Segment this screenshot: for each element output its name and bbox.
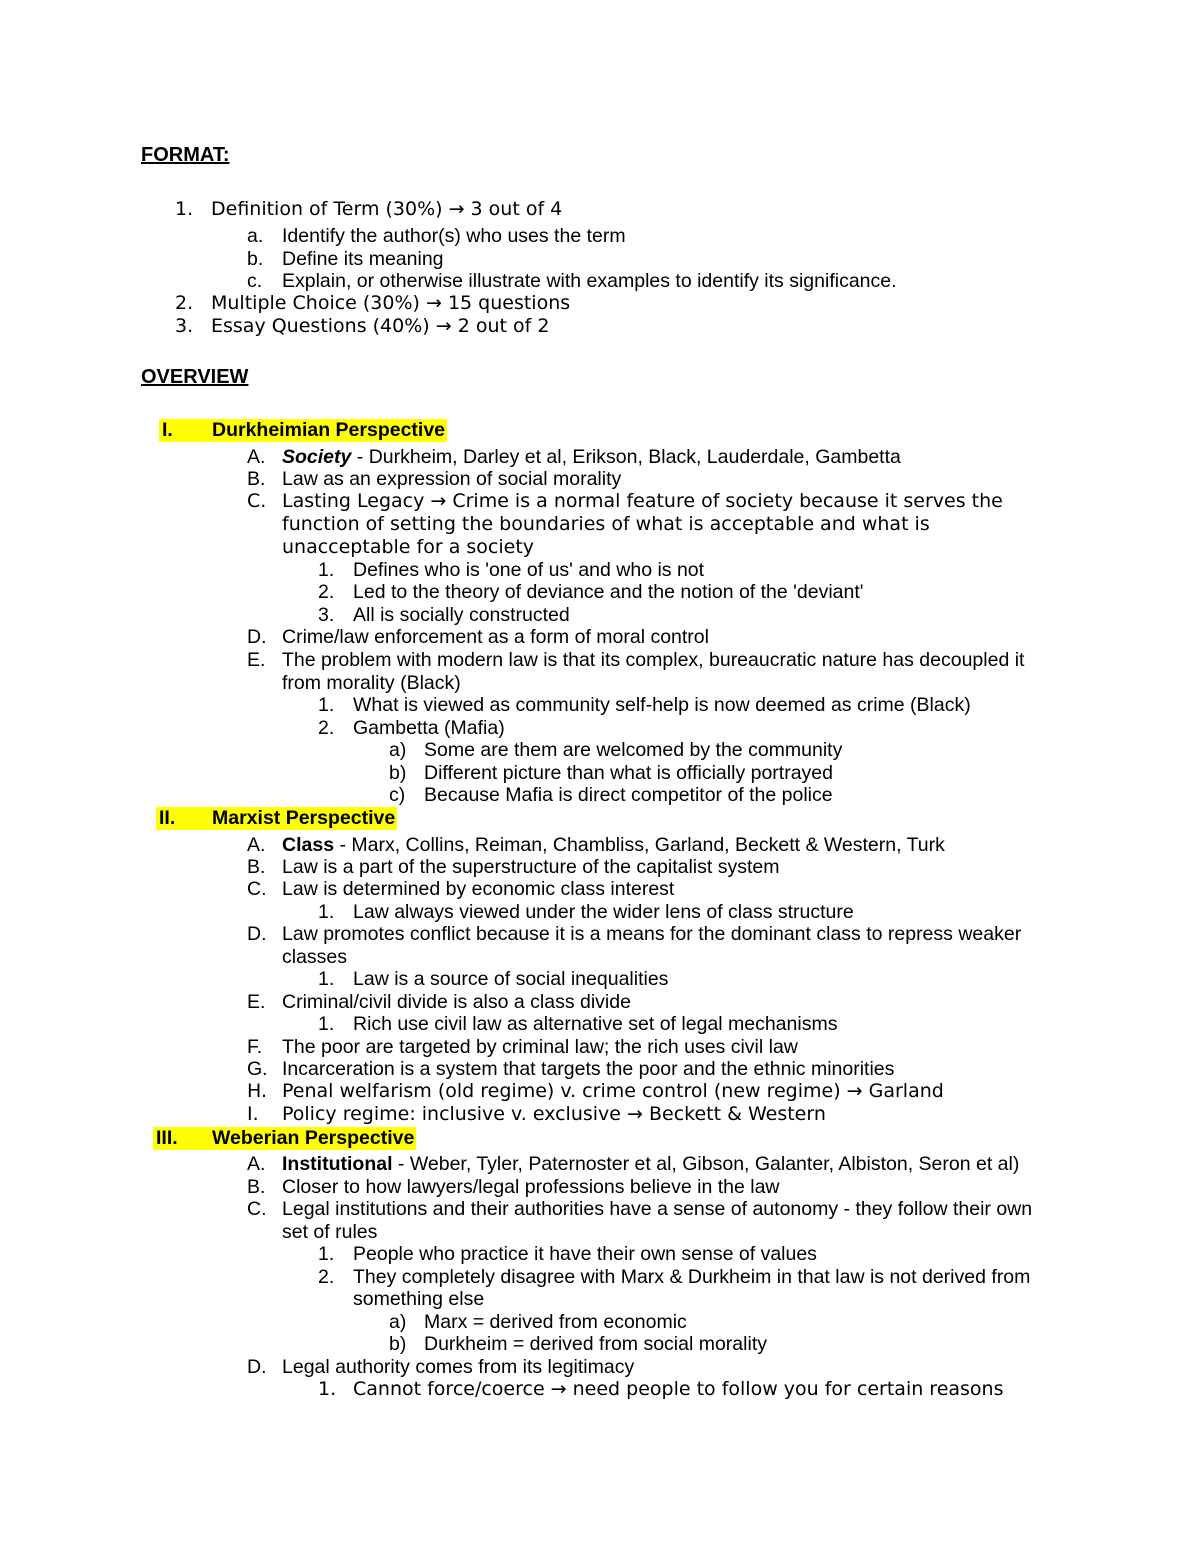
- list-text: Definition of Term (30%) → 3 out of 4: [211, 198, 563, 220]
- list-marker: a.: [247, 225, 264, 247]
- list-marker: D.: [247, 626, 267, 648]
- list-text: Led to the theory of deviance and the notion of the 'deviant': [353, 581, 864, 603]
- list-text: unacceptable for a society: [282, 536, 535, 558]
- list-marker: b): [389, 1333, 407, 1355]
- term-authors: - Durkheim, Darley et al, Erikson, Black, Lauderdale, Gambetta: [351, 446, 901, 468]
- section-title: Marxist Perspective: [212, 807, 396, 829]
- list-text: Defines who is 'one of us' and who is not: [353, 559, 705, 581]
- list-text: Law as an expression of social morality: [282, 468, 622, 490]
- section-numeral: I.: [159, 419, 212, 442]
- list-marker: b): [389, 762, 407, 784]
- list-text: People who practice it have their own sense of values: [353, 1243, 817, 1265]
- list-text: Because Mafia is direct competitor of the police: [424, 784, 833, 806]
- list-text: Gambetta (Mafia): [353, 717, 505, 739]
- list-marker: 2.: [175, 292, 194, 314]
- list-text: Law always viewed under the wider lens of class structure: [353, 901, 854, 923]
- list-text: [282, 1153, 1019, 1176]
- list-marker: 1.: [318, 1013, 335, 1035]
- list-text: Marx = derived from economic: [424, 1311, 687, 1333]
- list-text: set of rules: [282, 1221, 378, 1243]
- list-text: Closer to how lawyers/legal professions believe in the law: [282, 1176, 780, 1198]
- term-label: Class: [282, 834, 335, 856]
- list-marker: 3.: [318, 604, 335, 626]
- list-marker: 2.: [318, 581, 335, 603]
- list-text: Identify the author(s) who uses the term: [282, 225, 626, 247]
- list-marker: 3.: [175, 315, 194, 337]
- list-marker: c.: [247, 270, 263, 292]
- list-marker: 1.: [318, 559, 335, 581]
- list-text: The problem with modern law is that its complex, bureaucratic nature has decoupled it: [282, 649, 1025, 671]
- list-marker: C.: [247, 1198, 267, 1220]
- list-marker: b.: [247, 248, 264, 270]
- section-numeral: II.: [156, 807, 212, 830]
- list-text: Law promotes conflict because it is a means for the dominant class to repress weaker: [282, 923, 1022, 945]
- list-marker: A.: [247, 446, 266, 468]
- list-text: Law is determined by economic class interest: [282, 878, 675, 900]
- list-marker: a): [389, 1311, 407, 1333]
- term-label: Institutional: [282, 1153, 393, 1175]
- list-text: What is viewed as community self-help is now deemed as crime (Black): [353, 694, 971, 716]
- list-marker: B.: [247, 1176, 266, 1198]
- list-marker: B.: [247, 468, 266, 490]
- term-label: Society: [282, 446, 352, 468]
- list-marker: I.: [247, 1103, 259, 1125]
- overview-heading: OVERVIEW: [141, 366, 249, 388]
- list-text: [282, 834, 945, 857]
- list-marker: F.: [247, 1036, 263, 1058]
- list-text: Multiple Choice (30%) → 15 questions: [211, 292, 571, 314]
- term-authors: - Marx, Collins, Reiman, Chambliss, Garland, Beckett & Western, Turk: [334, 834, 945, 856]
- format-heading: FORMAT:: [141, 144, 230, 166]
- list-marker: 1.: [318, 694, 335, 716]
- list-text: from morality (Black): [282, 672, 461, 694]
- list-marker: H.: [247, 1080, 267, 1102]
- list-marker: G.: [247, 1058, 268, 1080]
- list-marker: D.: [247, 923, 267, 945]
- list-text: Incarceration is a system that targets the poor and the ethnic minorities: [282, 1058, 895, 1080]
- list-marker: 2.: [318, 1266, 335, 1288]
- list-text: Rich use civil law as alternative set of legal mechanisms: [353, 1013, 838, 1035]
- list-marker: E.: [247, 991, 266, 1013]
- list-marker: A.: [247, 1153, 266, 1175]
- list-marker: a): [389, 739, 407, 761]
- list-text: They completely disagree with Marx & Durkheim in that law is not derived from: [353, 1266, 1031, 1288]
- list-marker: E.: [247, 649, 266, 671]
- list-text: Legal institutions and their authorities have a sense of autonomy - they follow their own: [282, 1198, 1033, 1220]
- list-text: Criminal/civil divide is also a class divide: [282, 991, 631, 1013]
- list-text: Crime/law enforcement as a form of moral control: [282, 626, 709, 648]
- list-marker: c): [389, 784, 406, 806]
- term-authors: - Weber, Tyler, Paternoster et al, Gibson, Galanter, Albiston, Seron et al): [392, 1153, 1020, 1175]
- list-text: [282, 446, 901, 469]
- list-text: Different picture than what is officially portrayed: [424, 762, 833, 784]
- list-marker: C.: [247, 490, 267, 512]
- list-marker: 2.: [318, 717, 335, 739]
- list-text: All is socially constructed: [353, 604, 570, 626]
- section-title: Weberian Perspective: [212, 1127, 415, 1149]
- list-text: Penal welfarism (old regime) v. crime control (new regime) → Garland: [282, 1080, 944, 1102]
- list-marker: D.: [247, 1356, 267, 1378]
- list-marker: B.: [247, 856, 266, 878]
- list-marker: A.: [247, 834, 266, 856]
- section-numeral: III.: [153, 1127, 212, 1150]
- list-text: Explain, or otherwise illustrate with examples to identify its significance.: [282, 270, 897, 292]
- list-text: Lasting Legacy → Crime is a normal feature of society because it serves the: [282, 490, 1003, 512]
- list-text: Some are them are welcomed by the community: [424, 739, 843, 761]
- section-title: Durkheimian Perspective: [212, 419, 446, 441]
- list-text: Law is a part of the superstructure of the capitalist system: [282, 856, 780, 878]
- list-marker: C.: [247, 878, 267, 900]
- list-text: classes: [282, 946, 348, 968]
- list-text: Legal authority comes from its legitimacy: [282, 1356, 635, 1378]
- list-marker: 1.: [318, 968, 335, 990]
- list-text: Essay Questions (40%) → 2 out of 2: [211, 315, 550, 337]
- list-text: Durkheim = derived from social morality: [424, 1333, 767, 1355]
- list-text: The poor are targeted by criminal law; the rich uses civil law: [282, 1036, 798, 1058]
- list-marker: 1.: [318, 901, 335, 923]
- list-marker: 1.: [318, 1243, 335, 1265]
- list-text: Cannot force/coerce → need people to follow you for certain reasons: [353, 1378, 1004, 1400]
- list-text: Policy regime: inclusive v. exclusive → Beckett & Western: [282, 1103, 826, 1125]
- list-text: something else: [353, 1288, 485, 1310]
- list-marker: 1.: [318, 1378, 337, 1400]
- list-text: Define its meaning: [282, 248, 444, 270]
- list-marker: 1.: [175, 198, 194, 220]
- list-text: function of setting the boundaries of what is acceptable and what is: [282, 513, 930, 535]
- list-text: Law is a source of social inequalities: [353, 968, 669, 990]
